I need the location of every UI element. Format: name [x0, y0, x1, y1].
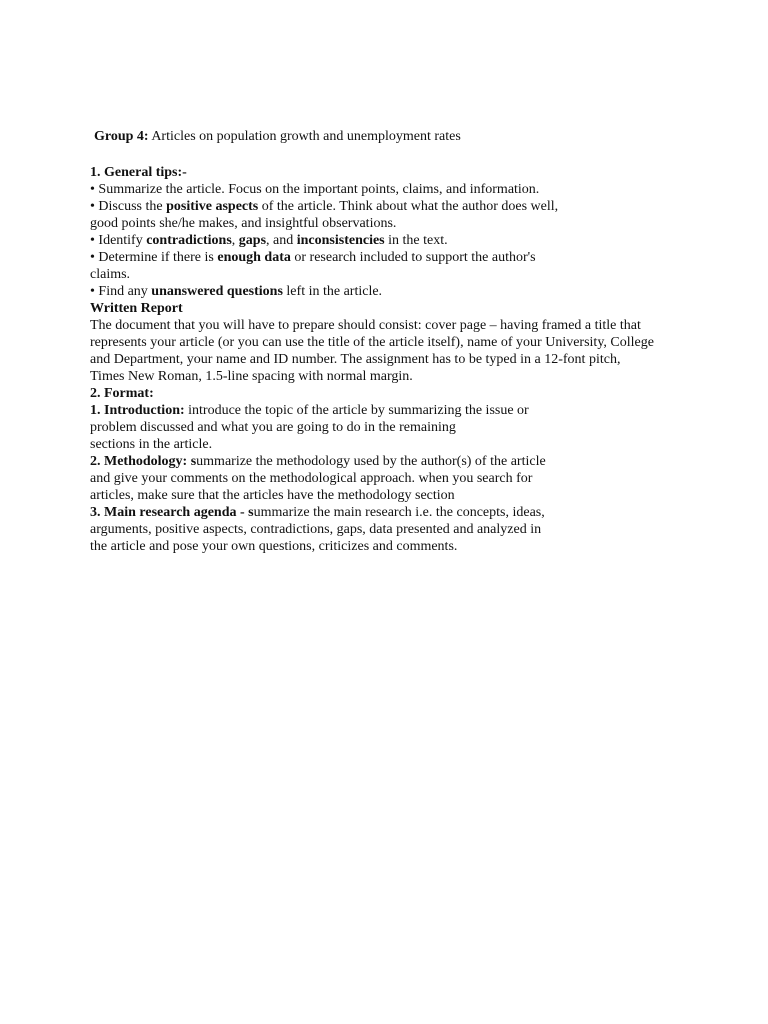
- tip-determine: • Determine if there is enough data or research included to support the author's: [90, 250, 536, 265]
- format-methodology-continued: articles, make sure that the articles have the methodology section: [90, 488, 455, 503]
- format-methodology-continued: and give your comments on the methodological approach. when you search for: [90, 471, 533, 486]
- methodology-label: 2. Methodology: s: [90, 454, 197, 469]
- written-report-line: represents your article (or you can use the title of the article itself), name of your University, College: [90, 335, 654, 350]
- research-agenda-label: 3. Main research agenda - s: [90, 505, 254, 520]
- group-text: Articles on population growth and unemployment rates: [148, 129, 461, 144]
- tip-determine-continued: claims.: [90, 267, 131, 282]
- written-report-heading: Written Report: [90, 301, 183, 316]
- unanswered-questions-emphasis: unanswered questions: [151, 284, 283, 299]
- tip-find: • Find any unanswered questions left in the article.: [90, 284, 383, 299]
- group-title: [90, 128, 690, 145]
- tip-discuss-continued: good points she/he makes, and insightful observations.: [90, 216, 397, 231]
- tip-identify: • Identify contradictions, gaps, and inconsistencies in the text.: [90, 233, 448, 248]
- inconsistencies-emphasis: inconsistencies: [296, 233, 385, 248]
- format-methodology: 2. Methodology: summarize the methodology used by the author(s) of the article: [90, 454, 546, 469]
- tip-discuss: • Discuss the positive aspects of the article. Think about what the author does well,: [90, 199, 559, 214]
- format-research-agenda: 3. Main research agenda - summarize the main research i.e. the concepts, ideas,: [90, 505, 545, 520]
- contradictions-emphasis: contradictions: [146, 233, 232, 248]
- format-heading: 2. Format:: [90, 386, 154, 401]
- general-tips-heading: 1. General tips:-: [90, 165, 187, 180]
- positive-aspects-emphasis: positive aspects: [166, 199, 259, 214]
- document-body: [90, 128, 690, 555]
- format-research-agenda-continued: arguments, positive aspects, contradictions, gaps, data presented and analyzed in: [90, 522, 542, 537]
- written-report-line: and Department, your name and ID number. The assignment has to be typed in a 12-font pitch,: [90, 352, 621, 367]
- format-introduction: 1. Introduction: introduce the topic of the article by summarizing the issue or: [90, 403, 529, 418]
- written-report-line: Times New Roman, 1.5-line spacing with normal margin.: [90, 369, 413, 384]
- tip-summarize: • Summarize the article. Focus on the important points, claims, and information.: [90, 182, 540, 197]
- introduction-label: 1. Introduction:: [90, 403, 185, 418]
- format-research-agenda-continued: the article and pose your own questions, criticizes and comments.: [90, 539, 458, 554]
- enough-data-emphasis: enough data: [217, 250, 291, 265]
- written-report-line: The document that you will have to prepare should consist: cover page – having framed a title that: [90, 318, 641, 333]
- group-label: Group 4:: [94, 129, 149, 144]
- format-introduction-continued: problem discussed and what you are going to do in the remaining: [90, 420, 456, 435]
- spacer: [90, 145, 690, 164]
- format-introduction-continued: sections in the article.: [90, 437, 213, 452]
- gaps-emphasis: gaps: [238, 233, 267, 248]
